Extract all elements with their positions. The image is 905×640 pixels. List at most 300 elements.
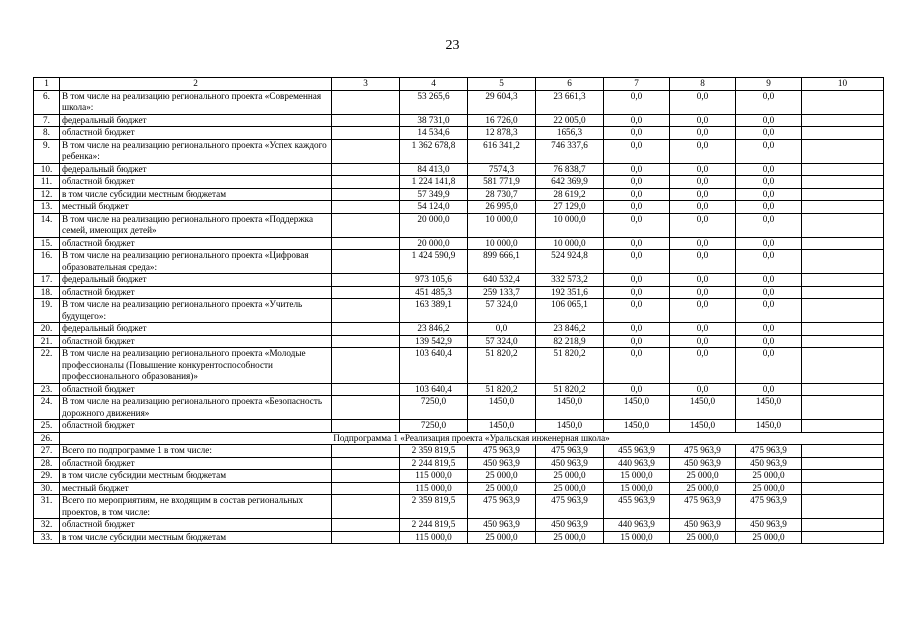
- value-cell-c4: 1 362 678,8: [400, 139, 468, 163]
- value-cell-c7: 0,0: [604, 90, 670, 114]
- value-cell-c4: 23 846,2: [400, 323, 468, 336]
- value-cell-c6: 10 000,0: [536, 213, 604, 237]
- row-number: 28.: [34, 457, 60, 470]
- value-cell-c3: [332, 90, 400, 114]
- value-cell-c5: 25 000,0: [468, 470, 536, 483]
- value-cell-c4: 20 000,0: [400, 237, 468, 250]
- value-cell-c4: 115 000,0: [400, 482, 468, 495]
- row-number: 10.: [34, 163, 60, 176]
- value-cell-c3: [332, 188, 400, 201]
- header-cell: 4: [400, 78, 468, 91]
- value-cell-c10: [802, 396, 884, 420]
- value-cell-c6: 106 065,1: [536, 299, 604, 323]
- value-cell-c8: 25 000,0: [670, 531, 736, 544]
- value-cell-c6: 25 000,0: [536, 531, 604, 544]
- value-cell-c7: 440 963,9: [604, 457, 670, 470]
- value-cell-c9: 0,0: [736, 163, 802, 176]
- value-cell-c9: 475 963,9: [736, 445, 802, 458]
- value-cell-c5: 899 666,1: [468, 250, 536, 274]
- table-row: [34, 201, 884, 214]
- value-cell-c3: [332, 286, 400, 299]
- value-cell-c5: 450 963,9: [468, 519, 536, 532]
- value-cell-c10: [802, 237, 884, 250]
- table-row: [34, 114, 884, 127]
- value-cell-c10: [802, 274, 884, 287]
- value-cell-c7: 15 000,0: [604, 482, 670, 495]
- value-cell-c4: 54 124,0: [400, 201, 468, 214]
- value-cell-c6: 51 820,2: [536, 348, 604, 384]
- value-cell-c3: [332, 519, 400, 532]
- value-cell-c4: 139 542,9: [400, 335, 468, 348]
- value-cell-c6: 23 846,2: [536, 323, 604, 336]
- value-cell-c4: 1 424 590,9: [400, 250, 468, 274]
- value-cell-c4: 2 244 819,5: [400, 457, 468, 470]
- value-cell-c7: 0,0: [604, 213, 670, 237]
- value-cell-c7: 0,0: [604, 127, 670, 140]
- value-cell-c9: 1450,0: [736, 396, 802, 420]
- value-cell-c6: 22 005,0: [536, 114, 604, 127]
- value-cell-c10: [802, 335, 884, 348]
- row-number: 29.: [34, 470, 60, 483]
- table-row: [34, 188, 884, 201]
- row-number: 17.: [34, 274, 60, 287]
- row-number: 20.: [34, 323, 60, 336]
- value-cell-c4: 1 224 141,8: [400, 176, 468, 189]
- value-cell-c9: 0,0: [736, 237, 802, 250]
- value-cell-c7: 0,0: [604, 286, 670, 299]
- value-cell-c6: 28 619,2: [536, 188, 604, 201]
- value-cell-c9: 450 963,9: [736, 519, 802, 532]
- table-row: [34, 432, 884, 445]
- value-cell-c3: [332, 274, 400, 287]
- row-label: областной бюджет: [60, 519, 332, 532]
- row-label: Всего по подпрограмме 1 в том числе:: [60, 445, 332, 458]
- value-cell-c5: 25 000,0: [468, 482, 536, 495]
- value-cell-c6: 76 838,7: [536, 163, 604, 176]
- row-number: 25.: [34, 420, 60, 433]
- table-row: [34, 299, 884, 323]
- value-cell-c8: 0,0: [670, 188, 736, 201]
- value-cell-c8: 0,0: [670, 127, 736, 140]
- row-label: В том числе на реализацию регионального проекта «Молодые профессионалы (Повышение конкурентоспособности профессионального образования)»: [60, 348, 332, 384]
- row-number: 14.: [34, 213, 60, 237]
- value-cell-c8: 0,0: [670, 323, 736, 336]
- value-cell-c6: 475 963,9: [536, 445, 604, 458]
- value-cell-c9: 0,0: [736, 299, 802, 323]
- value-cell-c9: 0,0: [736, 188, 802, 201]
- value-cell-c8: 0,0: [670, 163, 736, 176]
- row-number: 22.: [34, 348, 60, 384]
- value-cell-c6: 1450,0: [536, 396, 604, 420]
- row-number: 8.: [34, 127, 60, 140]
- value-cell-c6: 332 573,2: [536, 274, 604, 287]
- table-row: [34, 348, 884, 384]
- table-row: [34, 163, 884, 176]
- header-cell: 3: [332, 78, 400, 91]
- table-row: [34, 176, 884, 189]
- value-cell-c10: [802, 323, 884, 336]
- row-number: 12.: [34, 188, 60, 201]
- row-number: 7.: [34, 114, 60, 127]
- table-row: [34, 286, 884, 299]
- value-cell-c4: 7250,0: [400, 420, 468, 433]
- value-cell-c10: [802, 482, 884, 495]
- value-cell-c3: [332, 176, 400, 189]
- value-cell-c10: [802, 383, 884, 396]
- header-cell: 9: [736, 78, 802, 91]
- value-cell-c10: [802, 201, 884, 214]
- row-label: в том числе субсидии местным бюджетам: [60, 470, 332, 483]
- row-label: местный бюджет: [60, 201, 332, 214]
- table-row: [34, 420, 884, 433]
- value-cell-c8: 475 963,9: [670, 495, 736, 519]
- row-label: Всего по мероприятиям, не входящим в состав региональных проектов, в том числе:: [60, 495, 332, 519]
- table-row: [34, 470, 884, 483]
- value-cell-c5: 616 341,2: [468, 139, 536, 163]
- value-cell-c10: [802, 531, 884, 544]
- value-cell-c10: [802, 495, 884, 519]
- row-label: областной бюджет: [60, 335, 332, 348]
- row-label: областной бюджет: [60, 176, 332, 189]
- value-cell-c8: 0,0: [670, 201, 736, 214]
- value-cell-c10: [802, 519, 884, 532]
- table-row: [34, 250, 884, 274]
- row-label: В том числе на реализацию регионального проекта «Учитель будущего»:: [60, 299, 332, 323]
- value-cell-c7: 0,0: [604, 335, 670, 348]
- value-cell-c8: 450 963,9: [670, 519, 736, 532]
- table-row: [34, 445, 884, 458]
- header-cell: 10: [802, 78, 884, 91]
- value-cell-c6: 25 000,0: [536, 482, 604, 495]
- row-number: 30.: [34, 482, 60, 495]
- row-number: 9.: [34, 139, 60, 163]
- table-row: [34, 383, 884, 396]
- value-cell-c8: 25 000,0: [670, 482, 736, 495]
- value-cell-c6: 23 661,3: [536, 90, 604, 114]
- header-cell: 6: [536, 78, 604, 91]
- value-cell-c7: 0,0: [604, 383, 670, 396]
- value-cell-c9: 0,0: [736, 90, 802, 114]
- value-cell-c3: [332, 445, 400, 458]
- row-number: 18.: [34, 286, 60, 299]
- value-cell-c6: 10 000,0: [536, 237, 604, 250]
- value-cell-c10: [802, 163, 884, 176]
- value-cell-c3: [332, 213, 400, 237]
- value-cell-c4: 2 359 819,5: [400, 445, 468, 458]
- value-cell-c5: 1450,0: [468, 396, 536, 420]
- row-number: 33.: [34, 531, 60, 544]
- value-cell-c5: 25 000,0: [468, 531, 536, 544]
- value-cell-c10: [802, 250, 884, 274]
- value-cell-c5: 0,0: [468, 323, 536, 336]
- value-cell-c3: [332, 348, 400, 384]
- value-cell-c8: 0,0: [670, 114, 736, 127]
- value-cell-c4: 84 413,0: [400, 163, 468, 176]
- value-cell-c6: 25 000,0: [536, 470, 604, 483]
- value-cell-c5: 640 532,4: [468, 274, 536, 287]
- value-cell-c10: [802, 90, 884, 114]
- value-cell-c8: 0,0: [670, 348, 736, 384]
- value-cell-c8: 1450,0: [670, 420, 736, 433]
- value-cell-c4: 57 349,9: [400, 188, 468, 201]
- value-cell-c6: 82 218,9: [536, 335, 604, 348]
- value-cell-c4: 20 000,0: [400, 213, 468, 237]
- row-label: федеральный бюджет: [60, 163, 332, 176]
- value-cell-c7: 0,0: [604, 237, 670, 250]
- value-cell-c5: 51 820,2: [468, 383, 536, 396]
- value-cell-c5: 475 963,9: [468, 445, 536, 458]
- table-row: [34, 335, 884, 348]
- value-cell-c10: [802, 114, 884, 127]
- value-cell-c4: 451 485,3: [400, 286, 468, 299]
- value-cell-c7: 0,0: [604, 323, 670, 336]
- value-cell-c3: [332, 139, 400, 163]
- value-cell-c5: 450 963,9: [468, 457, 536, 470]
- value-cell-c3: [332, 420, 400, 433]
- value-cell-c8: 475 963,9: [670, 445, 736, 458]
- value-cell-c9: 25 000,0: [736, 531, 802, 544]
- value-cell-c4: 115 000,0: [400, 531, 468, 544]
- value-cell-c4: 2 359 819,5: [400, 495, 468, 519]
- row-number: 6.: [34, 90, 60, 114]
- value-cell-c10: [802, 188, 884, 201]
- value-cell-c10: [802, 299, 884, 323]
- row-label: В том числе на реализацию регионального проекта «Цифровая образовательная среда»:: [60, 250, 332, 274]
- value-cell-c3: [332, 531, 400, 544]
- header-cell: 8: [670, 78, 736, 91]
- row-number: 32.: [34, 519, 60, 532]
- value-cell-c4: 115 000,0: [400, 470, 468, 483]
- value-cell-c3: [332, 457, 400, 470]
- value-cell-c8: 0,0: [670, 335, 736, 348]
- value-cell-c7: 455 963,9: [604, 495, 670, 519]
- table-row: [34, 457, 884, 470]
- row-number: 23.: [34, 383, 60, 396]
- value-cell-c8: 0,0: [670, 299, 736, 323]
- value-cell-c6: 1450,0: [536, 420, 604, 433]
- value-cell-c4: 7250,0: [400, 396, 468, 420]
- row-label: В том числе на реализацию регионального проекта «Успех каждого ребенка»:: [60, 139, 332, 163]
- table-row: [34, 274, 884, 287]
- value-cell-c9: 0,0: [736, 335, 802, 348]
- value-cell-c10: [802, 213, 884, 237]
- value-cell-c7: 0,0: [604, 299, 670, 323]
- row-number: 31.: [34, 495, 60, 519]
- value-cell-c6: 524 924,8: [536, 250, 604, 274]
- value-cell-c8: 0,0: [670, 383, 736, 396]
- value-cell-c7: 455 963,9: [604, 445, 670, 458]
- value-cell-c5: 16 726,0: [468, 114, 536, 127]
- value-cell-c9: 0,0: [736, 323, 802, 336]
- value-cell-c9: 475 963,9: [736, 495, 802, 519]
- header-cell: 5: [468, 78, 536, 91]
- value-cell-c4: 103 640,4: [400, 383, 468, 396]
- value-cell-c10: [802, 445, 884, 458]
- header-cell: 1: [34, 78, 60, 91]
- value-cell-c9: 0,0: [736, 176, 802, 189]
- value-cell-c6: 642 369,9: [536, 176, 604, 189]
- value-cell-c8: 450 963,9: [670, 457, 736, 470]
- value-cell-c6: 450 963,9: [536, 519, 604, 532]
- row-label: областной бюджет: [60, 420, 332, 433]
- value-cell-c9: 0,0: [736, 250, 802, 274]
- value-cell-c9: 0,0: [736, 127, 802, 140]
- table-row: [34, 531, 884, 544]
- value-cell-c4: 14 534,6: [400, 127, 468, 140]
- row-number: 26.: [34, 432, 60, 445]
- value-cell-c9: 0,0: [736, 213, 802, 237]
- header-row: [34, 78, 884, 91]
- value-cell-c6: 27 129,0: [536, 201, 604, 214]
- row-label: федеральный бюджет: [60, 274, 332, 287]
- table-row: [34, 482, 884, 495]
- value-cell-c7: 0,0: [604, 250, 670, 274]
- value-cell-c3: [332, 335, 400, 348]
- value-cell-c7: 0,0: [604, 114, 670, 127]
- value-cell-c9: 0,0: [736, 348, 802, 384]
- value-cell-c5: 10 000,0: [468, 237, 536, 250]
- value-cell-c5: 581 771,9: [468, 176, 536, 189]
- value-cell-c8: 0,0: [670, 250, 736, 274]
- value-cell-c9: 25 000,0: [736, 482, 802, 495]
- value-cell-c3: [332, 299, 400, 323]
- value-cell-c8: 0,0: [670, 274, 736, 287]
- value-cell-c9: 0,0: [736, 286, 802, 299]
- value-cell-c4: 973 105,6: [400, 274, 468, 287]
- value-cell-c9: 0,0: [736, 201, 802, 214]
- value-cell-c5: 475 963,9: [468, 495, 536, 519]
- value-cell-c7: 0,0: [604, 274, 670, 287]
- table-row: [34, 396, 884, 420]
- value-cell-c10: [802, 176, 884, 189]
- row-number: 11.: [34, 176, 60, 189]
- value-cell-c8: 0,0: [670, 237, 736, 250]
- header-cell: 7: [604, 78, 670, 91]
- value-cell-c3: [332, 482, 400, 495]
- row-number: 24.: [34, 396, 60, 420]
- value-cell-c7: 0,0: [604, 139, 670, 163]
- value-cell-c3: [332, 114, 400, 127]
- value-cell-c3: [332, 163, 400, 176]
- value-cell-c5: 28 730,7: [468, 188, 536, 201]
- value-cell-c7: 0,0: [604, 176, 670, 189]
- value-cell-c8: 0,0: [670, 176, 736, 189]
- value-cell-c5: 51 820,2: [468, 348, 536, 384]
- value-cell-c8: 0,0: [670, 90, 736, 114]
- value-cell-c3: [332, 495, 400, 519]
- value-cell-c8: 1450,0: [670, 396, 736, 420]
- value-cell-c6: 475 963,9: [536, 495, 604, 519]
- value-cell-c3: [332, 396, 400, 420]
- row-label: областной бюджет: [60, 383, 332, 396]
- row-number: 27.: [34, 445, 60, 458]
- value-cell-c5: 26 995,0: [468, 201, 536, 214]
- value-cell-c10: [802, 348, 884, 384]
- subprogram-heading: Подпрограмма 1 «Реализация проекта «Уральская инженерная школа»: [60, 432, 884, 445]
- value-cell-c10: [802, 457, 884, 470]
- row-label: в том числе субсидии местным бюджетам: [60, 188, 332, 201]
- table-row: [34, 519, 884, 532]
- value-cell-c6: 1656,3: [536, 127, 604, 140]
- value-cell-c10: [802, 139, 884, 163]
- row-label: местный бюджет: [60, 482, 332, 495]
- value-cell-c10: [802, 470, 884, 483]
- value-cell-c10: [802, 420, 884, 433]
- value-cell-c6: 192 351,6: [536, 286, 604, 299]
- value-cell-c7: 0,0: [604, 188, 670, 201]
- value-cell-c9: 0,0: [736, 274, 802, 287]
- value-cell-c3: [332, 383, 400, 396]
- value-cell-c6: 450 963,9: [536, 457, 604, 470]
- row-label: областной бюджет: [60, 457, 332, 470]
- row-label: В том числе на реализацию регионального проекта «Безопасность дорожного движения»: [60, 396, 332, 420]
- value-cell-c7: 440 963,9: [604, 519, 670, 532]
- value-cell-c3: [332, 201, 400, 214]
- value-cell-c4: 2 244 819,5: [400, 519, 468, 532]
- value-cell-c5: 29 604,3: [468, 90, 536, 114]
- value-cell-c9: 0,0: [736, 139, 802, 163]
- row-number: 15.: [34, 237, 60, 250]
- value-cell-c7: 1450,0: [604, 420, 670, 433]
- row-label: областной бюджет: [60, 127, 332, 140]
- table-row: [34, 139, 884, 163]
- value-cell-c9: 25 000,0: [736, 470, 802, 483]
- value-cell-c5: 57 324,0: [468, 335, 536, 348]
- value-cell-c10: [802, 127, 884, 140]
- value-cell-c5: 1450,0: [468, 420, 536, 433]
- table-body: [34, 78, 884, 544]
- value-cell-c7: 0,0: [604, 201, 670, 214]
- table-row: [34, 213, 884, 237]
- row-number: 21.: [34, 335, 60, 348]
- table-row: [34, 90, 884, 114]
- value-cell-c5: 10 000,0: [468, 213, 536, 237]
- value-cell-c8: 0,0: [670, 139, 736, 163]
- value-cell-c7: 0,0: [604, 163, 670, 176]
- value-cell-c5: 259 133,7: [468, 286, 536, 299]
- value-cell-c5: 12 878,3: [468, 127, 536, 140]
- budget-table: [33, 77, 884, 544]
- table-row: [34, 495, 884, 519]
- value-cell-c4: 38 731,0: [400, 114, 468, 127]
- value-cell-c8: 25 000,0: [670, 470, 736, 483]
- value-cell-c9: 0,0: [736, 383, 802, 396]
- row-number: 19.: [34, 299, 60, 323]
- value-cell-c3: [332, 127, 400, 140]
- value-cell-c7: 15 000,0: [604, 470, 670, 483]
- value-cell-c8: 0,0: [670, 213, 736, 237]
- value-cell-c9: 0,0: [736, 114, 802, 127]
- value-cell-c6: 746 337,6: [536, 139, 604, 163]
- value-cell-c4: 163 389,1: [400, 299, 468, 323]
- value-cell-c10: [802, 286, 884, 299]
- row-label: областной бюджет: [60, 286, 332, 299]
- row-number: 13.: [34, 201, 60, 214]
- value-cell-c3: [332, 250, 400, 274]
- value-cell-c4: 53 265,6: [400, 90, 468, 114]
- row-label: федеральный бюджет: [60, 114, 332, 127]
- value-cell-c5: 57 324,0: [468, 299, 536, 323]
- value-cell-c6: 51 820,2: [536, 383, 604, 396]
- value-cell-c3: [332, 323, 400, 336]
- value-cell-c9: 450 963,9: [736, 457, 802, 470]
- value-cell-c8: 0,0: [670, 286, 736, 299]
- value-cell-c3: [332, 470, 400, 483]
- page-number: 23: [445, 38, 460, 53]
- row-label: В том числе на реализацию регионального проекта «Современная школа»:: [60, 90, 332, 114]
- table-row: [34, 323, 884, 336]
- row-label: областной бюджет: [60, 237, 332, 250]
